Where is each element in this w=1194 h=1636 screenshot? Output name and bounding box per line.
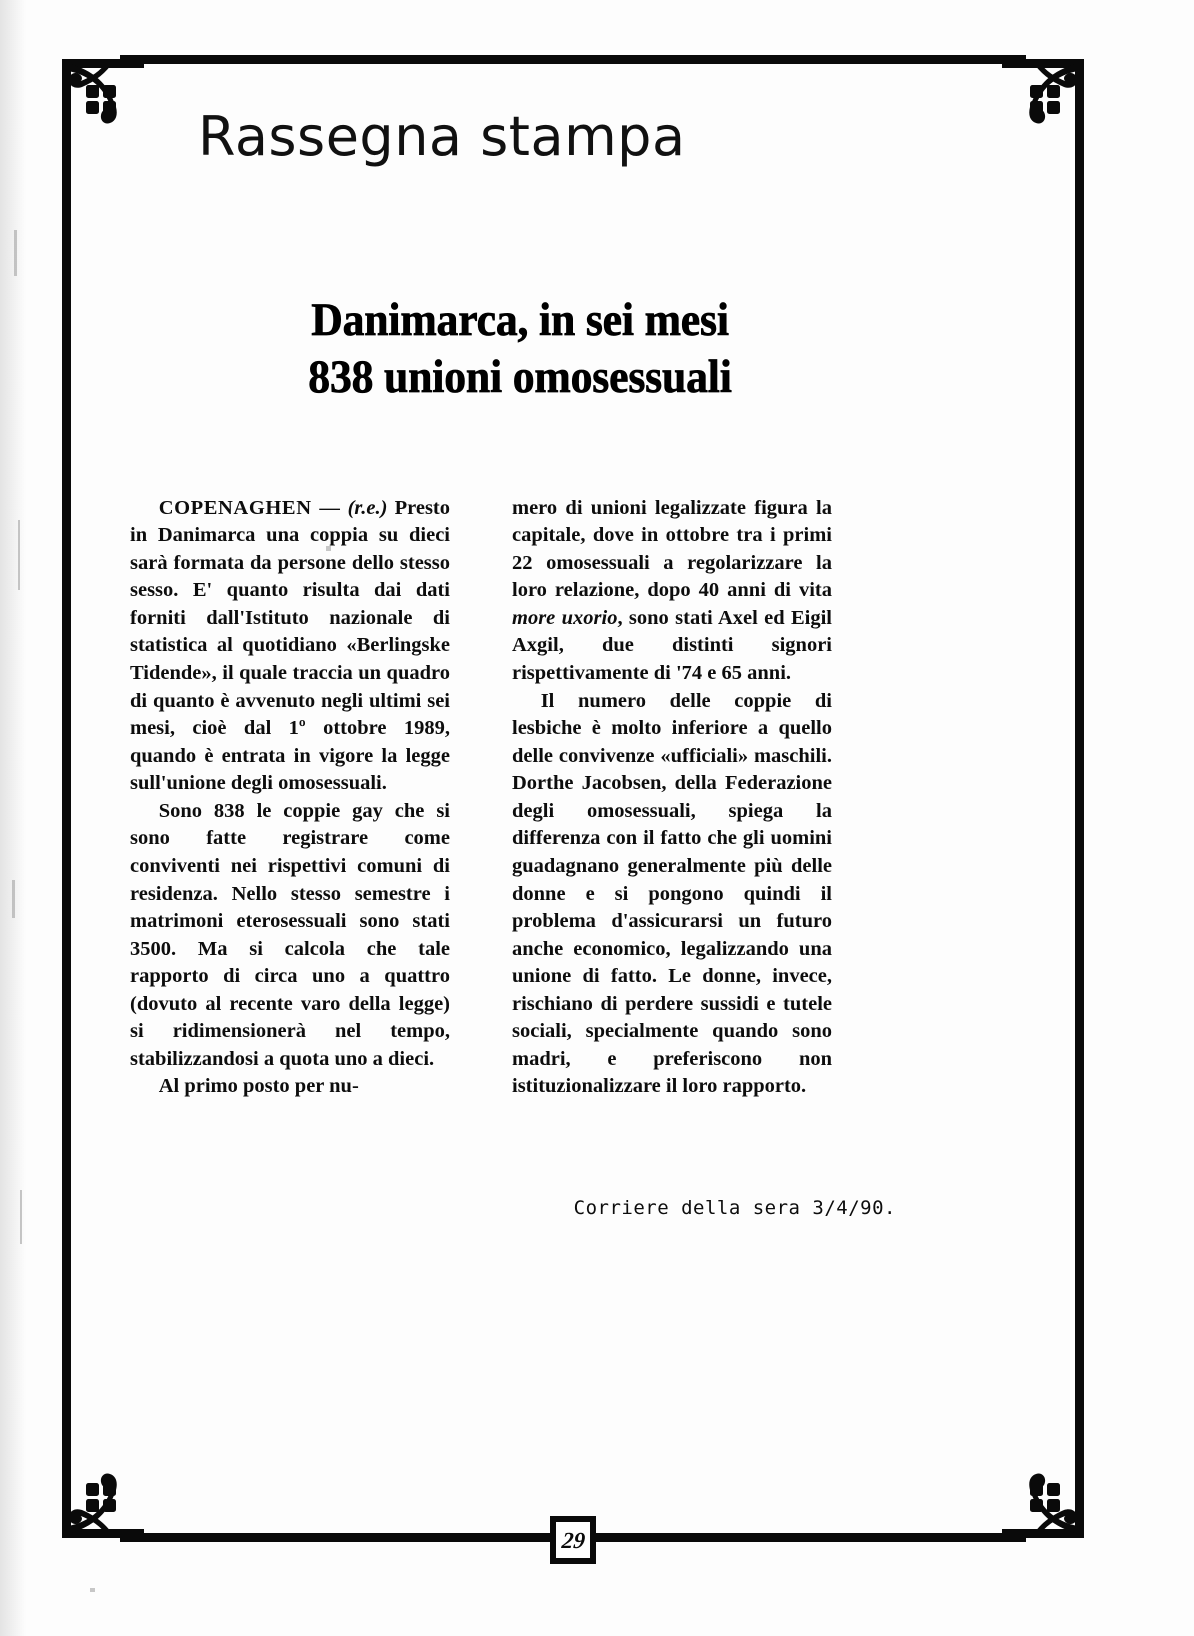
- scan-speck: [14, 230, 17, 276]
- article-column-right: [512, 495, 832, 1101]
- paragraph-3-start: Al primo posto per nu-: [158, 1075, 359, 1098]
- latin-phrase-more-uxorio: more uxorio: [512, 606, 618, 629]
- paragraph-3-text-b: , sono stati Axel ed Eigil Axgil, due distinti signori rispettivamente di '74 e 65 anni.: [512, 606, 832, 685]
- article-body-columns: [130, 495, 910, 1101]
- frame-top-rule: [120, 55, 1026, 64]
- section-title: Rassegna stampa: [198, 105, 686, 168]
- headline-line-1: Danimarca, in sei mesi: [311, 294, 729, 346]
- article-headline: [130, 292, 910, 407]
- page-content: [130, 105, 910, 1219]
- paragraph-3-continued: [512, 495, 832, 688]
- frame-right-rule: [1075, 113, 1084, 1484]
- scan-speck: [90, 1588, 95, 1592]
- paragraph-1-text: Presto in Danimarca una coppia su dieci sarà formata da persone dello stesso sesso. E' quanto risulta dai dati forniti dall'Istituto nazionale di statistica al quotidiano «Berlingske Tidende», il quale traccia un quadro di quanto è avvenuto negli ultimi sei mesi, cioè dal 1º ottobre 1989, quando è entrata in vigore la legge sull'unione degli omosessuali.: [130, 496, 450, 795]
- source-credit: [130, 1197, 910, 1219]
- dateline: COPENAGHEN —: [158, 496, 341, 519]
- scan-speck: [20, 1190, 22, 1244]
- corner-ornament-bottom-left: [56, 1452, 152, 1548]
- paragraph-3-text-a: mero di unioni legalizzate figura la capitale, dove in ottobre tra i primi 22 omosessuali a regolarizzare la loro relazione, dopo 40 anni di vita: [512, 496, 832, 602]
- byline: (r.e.): [347, 496, 388, 519]
- corner-ornament-top-right: [994, 49, 1090, 145]
- corner-ornament-bottom-right: [994, 1452, 1090, 1548]
- frame-left-rule: [62, 113, 71, 1484]
- scan-speck: [18, 520, 20, 590]
- source-credit-text: Corriere della sera 3/4/90.: [573, 1197, 896, 1220]
- paragraph-2: Sono 838 le coppie gay che si sono fatte registrare come conviventi nei rispettivi comuni di residenza. Nello stesso semestre i matrimoni eterosessuali sono stati 3500. Ma si calcola che tale rapporto di circa uno a quattro (dovuto al recente varo della legge) si ridimensionerà nel tempo, stabilizzandosi a quota uno a dieci.: [130, 799, 450, 1070]
- page-number: 29: [560, 1527, 586, 1553]
- scan-edge-shadow: [0, 0, 26, 1636]
- paragraph-1: [130, 495, 450, 798]
- page-number-badge: [550, 1516, 596, 1564]
- article-column-left: [130, 495, 450, 1101]
- headline-line-2: 838 unioni omosessuali: [308, 351, 732, 404]
- paragraph-4: Il numero delle coppie di lesbiche è molto inferiore a quello delle convivenze «ufficiali» maschili. Dorthe Jacobsen, della Federazione degli omosessuali, spiega la differenza con il fatto che gli uomini guadagnano generalmente più delle donne e si pongono quindi il problema d'assicurarsi un futuro anche economico, legalizzando una unione di fatto. Le donne, invece, rischiano di perdere sussidi e tutele sociali, specialmente quando sono madri, e preferiscono non istituzionalizzare il loro rapporto.: [512, 689, 832, 1098]
- scan-speck: [12, 880, 15, 918]
